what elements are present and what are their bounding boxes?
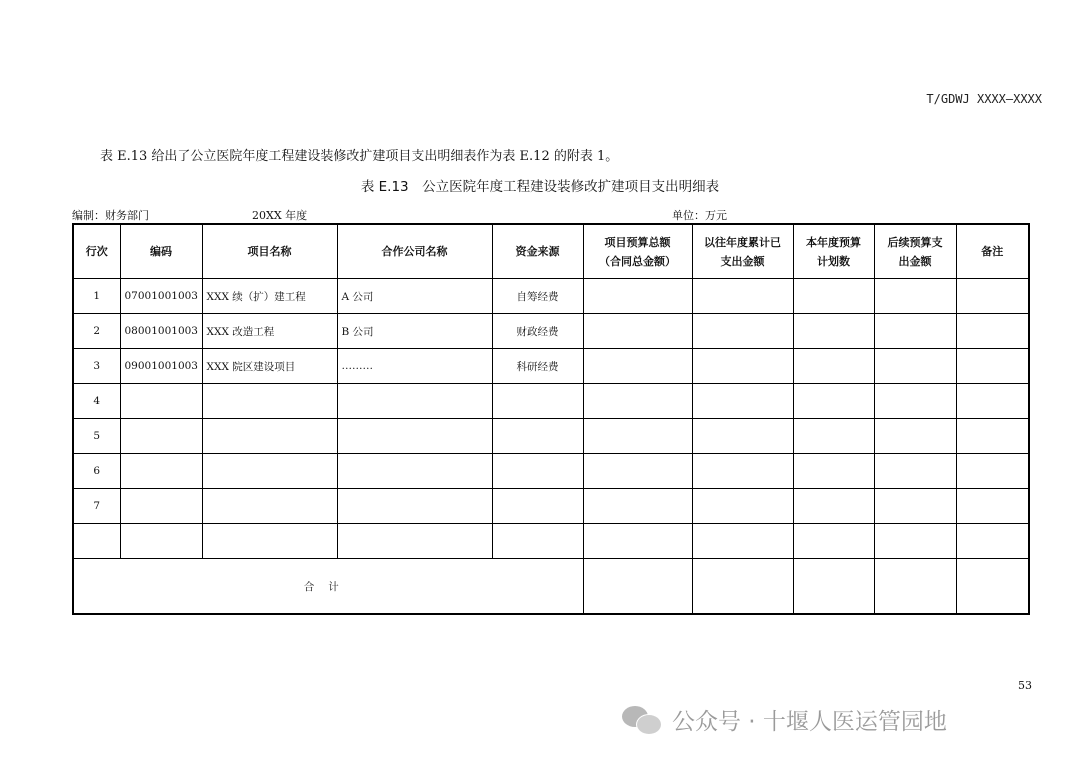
cell-partner: ………: [337, 349, 492, 384]
cell-future-budget: [874, 419, 956, 454]
cell-partner: [337, 384, 492, 419]
cell-future-budget: [874, 454, 956, 489]
total-current-budget: [793, 559, 874, 615]
standard-code: T/GDWJ XXXX—XXXX: [926, 92, 1042, 106]
cell-future-budget: [874, 489, 956, 524]
cell-row-no: 4: [73, 384, 120, 419]
cell-code: [120, 419, 202, 454]
cell-remarks: [956, 489, 1029, 524]
cell-current-budget: [793, 314, 874, 349]
intro-paragraph: 表 E.13 给出了公立医院年度工程建设装修改扩建项目支出明细表作为表 E.12 的附表 1。: [100, 149, 619, 164]
cell-fund-source: [492, 419, 583, 454]
cell-current-budget: [793, 349, 874, 384]
cell-future-budget: [874, 279, 956, 314]
col-header-budget-total: 项目预算总额 （合同总金额）: [583, 224, 692, 279]
cell-fund-source: [492, 454, 583, 489]
col-header-partner: 合作公司名称: [337, 224, 492, 279]
col-header-remarks: 备注: [956, 224, 1029, 279]
total-label: 合计: [73, 559, 583, 615]
total-remarks: [956, 559, 1029, 615]
cell-project-name: XXX 续（扩）建工程: [202, 279, 337, 314]
cell-code: 08001001003: [120, 314, 202, 349]
table-row: [73, 314, 1029, 349]
table-row: [73, 489, 1029, 524]
cell-code: 09001001003: [120, 349, 202, 384]
cell-project-name: XXX 院区建设项目: [202, 349, 337, 384]
col-header-prior-spent: 以往年度累计已 支出金额: [692, 224, 793, 279]
cell-prior-spent: [692, 384, 793, 419]
cell-remarks: [956, 419, 1029, 454]
cell-partner: [337, 419, 492, 454]
cell-remarks: [956, 314, 1029, 349]
cell-code: 07001001003: [120, 279, 202, 314]
cell-code: [120, 454, 202, 489]
total-budget-total: [583, 559, 692, 615]
cell-partner: [337, 489, 492, 524]
cell-project-name: [202, 454, 337, 489]
cell-project-name: [202, 384, 337, 419]
cell-budget-total: [583, 349, 692, 384]
cell-row-no: 6: [73, 454, 120, 489]
cell-remarks: [956, 384, 1029, 419]
cell-current-budget: [793, 279, 874, 314]
cell-future-budget: [874, 384, 956, 419]
cell-project-name: XXX 改造工程: [202, 314, 337, 349]
table-row: [73, 419, 1029, 454]
wechat-icon: [622, 704, 664, 736]
cell-prior-spent: [692, 524, 793, 559]
page-number: 53: [1018, 679, 1032, 692]
table-row: [73, 279, 1029, 314]
total-row: [73, 559, 1029, 615]
col-header-fund-source: 资金来源: [492, 224, 583, 279]
cell-current-budget: [793, 384, 874, 419]
cell-future-budget: [874, 524, 956, 559]
unit-label: 单位：万元: [672, 209, 727, 222]
watermark: [622, 703, 947, 736]
col-header-row-no: 行次: [73, 224, 120, 279]
cell-row-no: 2: [73, 314, 120, 349]
table-title: 表 E.13 公立医院年度工程建设装修改扩建项目支出明细表: [360, 179, 720, 195]
cell-budget-total: [583, 454, 692, 489]
cell-budget-total: [583, 314, 692, 349]
cell-row-no: 3: [73, 349, 120, 384]
cell-partner: B 公司: [337, 314, 492, 349]
table-row: [73, 384, 1029, 419]
cell-fund-source: [492, 384, 583, 419]
cell-budget-total: [583, 489, 692, 524]
table-row: [73, 454, 1029, 489]
cell-budget-total: [583, 524, 692, 559]
cell-prior-spent: [692, 279, 793, 314]
col-header-current-budget: 本年度预算 计划数: [793, 224, 874, 279]
cell-prior-spent: [692, 489, 793, 524]
cell-fund-source: 自筹经费: [492, 279, 583, 314]
compiler-label: 编制：财务部门: [72, 209, 149, 222]
cell-code: [120, 489, 202, 524]
cell-prior-spent: [692, 419, 793, 454]
col-header-code: 编码: [120, 224, 202, 279]
cell-fund-source: 科研经费: [492, 349, 583, 384]
cell-budget-total: [583, 419, 692, 454]
cell-code: [120, 384, 202, 419]
cell-fund-source: 财政经费: [492, 314, 583, 349]
cell-budget-total: [583, 279, 692, 314]
cell-remarks: [956, 524, 1029, 559]
cell-future-budget: [874, 349, 956, 384]
cell-remarks: [956, 454, 1029, 489]
cell-project-name: [202, 419, 337, 454]
table-row: [73, 524, 1029, 559]
col-header-future-budget: 后续预算支 出金额: [874, 224, 956, 279]
total-prior-spent: [692, 559, 793, 615]
cell-current-budget: [793, 524, 874, 559]
header-row: [73, 224, 1029, 279]
cell-row-no: [73, 524, 120, 559]
cell-future-budget: [874, 314, 956, 349]
cell-remarks: [956, 279, 1029, 314]
cell-row-no: 1: [73, 279, 120, 314]
cell-fund-source: [492, 489, 583, 524]
cell-fund-source: [492, 524, 583, 559]
cell-project-name: [202, 524, 337, 559]
cell-row-no: 7: [73, 489, 120, 524]
watermark-text: 公众号 · 十堰人医运管园地: [672, 709, 947, 735]
cell-row-no: 5: [73, 419, 120, 454]
cell-remarks: [956, 349, 1029, 384]
table-row: [73, 349, 1029, 384]
cell-current-budget: [793, 419, 874, 454]
cell-prior-spent: [692, 349, 793, 384]
year-label: 20XX 年度: [252, 209, 308, 222]
cell-prior-spent: [692, 454, 793, 489]
cell-prior-spent: [692, 314, 793, 349]
cell-budget-total: [583, 384, 692, 419]
cell-partner: A 公司: [337, 279, 492, 314]
expense-detail-table: [72, 223, 1030, 615]
cell-partner: [337, 454, 492, 489]
cell-partner: [337, 524, 492, 559]
cell-project-name: [202, 489, 337, 524]
cell-current-budget: [793, 489, 874, 524]
cell-current-budget: [793, 454, 874, 489]
cell-code: [120, 524, 202, 559]
col-header-project-name: 项目名称: [202, 224, 337, 279]
total-future-budget: [874, 559, 956, 615]
